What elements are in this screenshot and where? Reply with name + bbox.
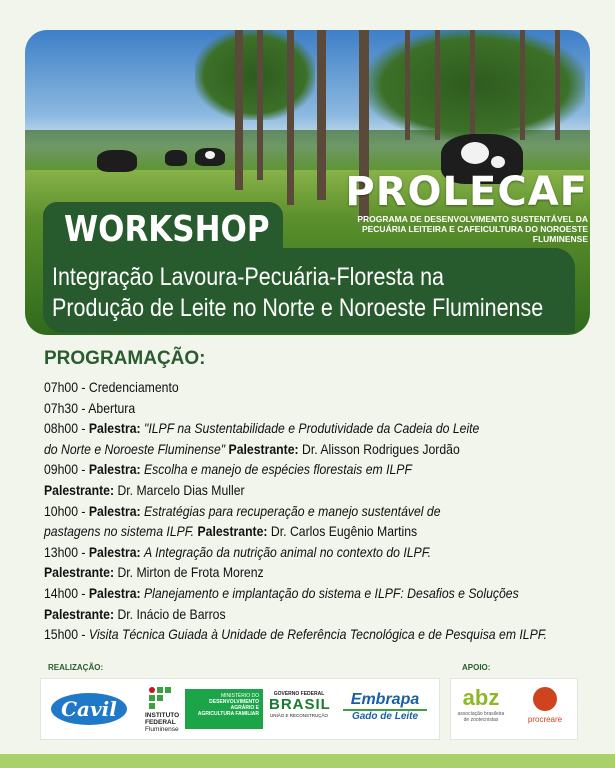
schedule-line: 07h00 - Credenciamento <box>44 380 179 395</box>
subtitle-line: Produção de Leite no Norte e Noroeste Fluminense <box>52 294 544 322</box>
schedule-line: 13h00 - Palestra: A Integração da nutrição animal no contexto do ILPF. <box>44 544 432 560</box>
brand-subtitle: PROGRAMA DE DESENVOLVIMENTO SUSTENTÁVEL DA <box>357 214 588 224</box>
schedule-line: 08h00 - Palestra: "ILPF na Sustentabilidade e Produtividade da Cadeia do Leite <box>44 421 480 437</box>
program-heading: PROGRAMAÇÃO: <box>44 348 206 369</box>
abz-text: associação brasileira <box>457 711 505 717</box>
schedule-line: do Norte e Noroeste Fluminense" Palestrante: Dr. Alisson Rodrigues Jordão <box>44 441 460 457</box>
realizacao-label: REALIZAÇÃO: <box>48 663 104 672</box>
realizacao-logos <box>40 678 440 740</box>
workshop-title: WORKSHOP <box>64 209 270 250</box>
mda-text: MINISTÉRIO DO <box>220 693 259 699</box>
schedule-line: Palestrante: Dr. Marcelo Dias Muller <box>44 482 245 498</box>
subtitle-line: Integração Lavoura-Pecuária-Floresta na <box>52 263 444 291</box>
embrapa-logo <box>339 691 431 727</box>
tree-trunk <box>470 30 475 140</box>
abz-text: de zootecnistas <box>463 717 499 723</box>
mda-text: DESENVOLVIMENTO <box>209 699 259 705</box>
embrapa-text: Embrapa <box>350 691 420 708</box>
schedule-line: 09h00 - Palestra: Escolha e manejo de espécies florestais em ILPF <box>44 462 412 478</box>
tree-trunk <box>520 30 525 140</box>
if-text: INSTITUTO <box>145 712 180 719</box>
mda-logo <box>185 689 263 729</box>
cow <box>97 150 137 172</box>
apoio-logos <box>450 678 578 740</box>
tree-trunk <box>555 30 560 140</box>
gov-text: UNIÃO E RECONSTRUÇÃO <box>269 713 328 718</box>
if-fluminense-logo <box>145 685 179 733</box>
tree-trunk <box>405 30 410 140</box>
procreare-logo <box>517 687 573 733</box>
schedule-line: pastagens no sistema ILPF. Palestrante: Dr. Carlos Eugênio Martins <box>44 524 418 540</box>
schedule-line: 15h00 - Visita Técnica Guiada à Unidade de Referência Tecnológica e de Pesquisa em ILPF. <box>44 627 548 643</box>
embrapa-text: Gado de Leite <box>351 711 419 722</box>
abz-logo <box>453 685 509 735</box>
cow <box>165 150 187 166</box>
governo-federal-logo <box>269 691 329 727</box>
mda-text: AGRICULTURA FAMILIAR <box>197 711 259 717</box>
schedule-line: Palestrante: Dr. Inácio de Barros <box>44 606 226 622</box>
brand-subtitle: PECUÁRIA LEITEIRA E CAFEICULTURA DO NOROESTE FLUMINENSE <box>361 224 588 244</box>
tree-canopy <box>195 30 315 120</box>
gov-text: GOVERNO FEDERAL <box>273 691 325 697</box>
schedule-line: 14h00 - Palestra: Planejamento e implantação do sistema e ILPF: Desafios e Soluções <box>44 585 519 601</box>
schedule-line: 10h00 - Palestra: Estratégias para recuperação e manejo sustentável de <box>44 503 441 519</box>
schedule-line: 07h30 - Abertura <box>44 400 136 416</box>
gov-text: BRASIL <box>269 696 331 713</box>
brand-name: PROLECAF <box>345 169 588 215</box>
apoio-label: APOIO: <box>462 663 491 672</box>
cow <box>195 148 225 166</box>
tree-canopy <box>365 30 585 140</box>
mda-text: AGRÁRIO E <box>230 705 259 711</box>
bottom-bar <box>0 754 615 768</box>
workshop-subtitle <box>52 262 544 324</box>
abz-text: abz <box>462 685 500 710</box>
procreare-text: procreare <box>527 715 563 724</box>
schedule-line: Palestrante: Dr. Mirton de Frota Morenz <box>44 565 264 581</box>
tree-trunk <box>235 30 243 190</box>
tree-trunk <box>435 30 440 140</box>
program-schedule <box>44 378 604 646</box>
if-text: Fluminense <box>145 726 179 733</box>
if-text: FEDERAL <box>145 719 176 726</box>
tree-trunk <box>257 30 263 180</box>
cavil-logo: Cavil <box>51 693 127 725</box>
tree-trunk <box>287 30 294 205</box>
